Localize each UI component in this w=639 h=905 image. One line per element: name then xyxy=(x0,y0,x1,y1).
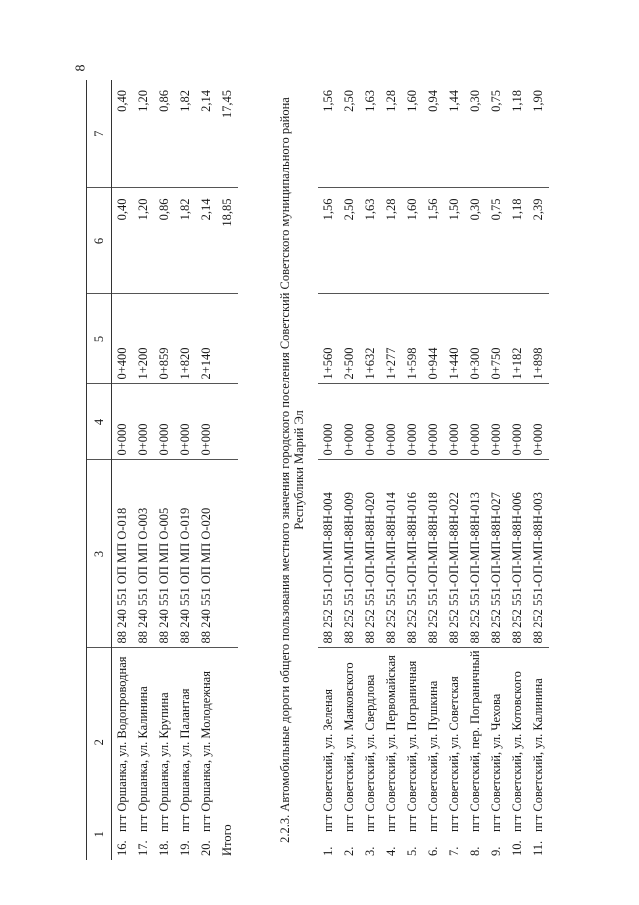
total-len7: 17,45 xyxy=(217,80,238,188)
cell-start: 0+000 xyxy=(339,384,360,460)
cell-len6: 0,86 xyxy=(154,188,175,294)
table-row xyxy=(444,80,465,860)
cell-start: 0+000 xyxy=(133,384,154,460)
road-name: пгт Советский, ул. Советская xyxy=(447,676,461,832)
road-name-cell xyxy=(402,648,423,860)
road-name-cell xyxy=(486,648,507,860)
cell-code: 88 252 551-ОП-МП-88Н-016 xyxy=(402,460,423,648)
table-row xyxy=(486,80,507,860)
cell-code: 88 252 551-ОП-МП-88Н-018 xyxy=(423,460,444,648)
cell-end: 1+598 xyxy=(402,294,423,384)
header-cell xyxy=(87,648,112,860)
header-cell-col6: 6 xyxy=(87,188,112,294)
road-name-cell xyxy=(112,648,134,860)
total-len6: 18,85 xyxy=(217,188,238,294)
cell-len6: 2,50 xyxy=(339,188,360,294)
cell-len6: 2,14 xyxy=(196,188,217,294)
cell-start: 0+000 xyxy=(381,384,402,460)
road-name: пгт Советский, ул. Калинина xyxy=(531,678,545,832)
table-row xyxy=(112,80,134,860)
cell-start: 0+000 xyxy=(528,384,549,460)
table-row xyxy=(318,80,339,860)
cell-len6: 1,20 xyxy=(133,188,154,294)
cell-start: 0+000 xyxy=(423,384,444,460)
cell-len7: 0,75 xyxy=(486,80,507,188)
cell-len7: 1,82 xyxy=(175,80,196,188)
cell-end: 0+944 xyxy=(423,294,444,384)
cell-code: 88 240 551 ОП МП О-018 xyxy=(112,460,134,648)
road-name: пгт Советский, пер. Пограничный xyxy=(468,650,482,832)
cell-end: 1+632 xyxy=(360,294,381,384)
rotated-page-content xyxy=(86,80,566,860)
cell-len6: 1,50 xyxy=(444,188,465,294)
cell-code: 88 240 551 ОП МП О-003 xyxy=(133,460,154,648)
cell-len7: 1,18 xyxy=(507,80,528,188)
row-number: 18. xyxy=(157,840,171,856)
cell-end: 0+750 xyxy=(486,294,507,384)
row-number: 9. xyxy=(489,846,503,856)
row-number: 8. xyxy=(468,846,482,856)
road-name: пгт Оршанка, ул. Водопроводная xyxy=(115,656,129,832)
cell-end: 1+560 xyxy=(318,294,339,384)
road-name-cell xyxy=(133,648,154,860)
cell-code: 88 240 551 ОП МП О-005 xyxy=(154,460,175,648)
cell-code: 88 252 551-ОП-МП-88Н-013 xyxy=(465,460,486,648)
table-row xyxy=(465,80,486,860)
cell-code: 88 252 551-ОП-МП-88Н-027 xyxy=(486,460,507,648)
cell-end: 0+859 xyxy=(154,294,175,384)
cell-len6: 1,18 xyxy=(507,188,528,294)
cell-len7: 1,90 xyxy=(528,80,549,188)
road-name-cell xyxy=(318,648,339,860)
cell-start: 0+000 xyxy=(465,384,486,460)
cell-len7: 2,50 xyxy=(339,80,360,188)
section-title: 2.2.3. Автомобильные дороги общего пользования местного значения городского поселения Советский Советского муниципального района Республики Марий Эл xyxy=(278,97,306,843)
cell-len7: 1,20 xyxy=(133,80,154,188)
cell-len6: 1,82 xyxy=(175,188,196,294)
cell-end: 2+500 xyxy=(339,294,360,384)
row-number: 5. xyxy=(405,846,419,856)
page-number: 8 xyxy=(73,64,89,72)
row-number: 11. xyxy=(531,840,545,856)
cell-start: 0+000 xyxy=(112,384,134,460)
table-row xyxy=(402,80,423,860)
row-number: 2. xyxy=(342,846,356,856)
cell-len6: 1,56 xyxy=(318,188,339,294)
cell-end: 2+140 xyxy=(196,294,217,384)
cell-code: 88 252 551-ОП-МП-88Н-022 xyxy=(444,460,465,648)
cell-end: 1+820 xyxy=(175,294,196,384)
road-name-cell xyxy=(507,648,528,860)
group1-rows xyxy=(112,80,218,860)
road-name: пгт Советский, ул. Пограничная xyxy=(405,660,419,832)
row-number: 10. xyxy=(510,840,524,856)
table-row xyxy=(154,80,175,860)
header-cell-col1: 1 xyxy=(91,831,106,838)
cell-code: 88 240 551 ОП МП О-020 xyxy=(196,460,217,648)
header-cell-col4: 4 xyxy=(87,384,112,460)
row-number: 4. xyxy=(384,846,398,856)
table-row xyxy=(133,80,154,860)
header-cell-col5: 5 xyxy=(87,294,112,384)
total-label: Итого xyxy=(220,824,234,856)
cell-end: 1+182 xyxy=(507,294,528,384)
road-name-cell xyxy=(339,648,360,860)
cell-len6: 0,30 xyxy=(465,188,486,294)
road-name: пгт Советский, ул. Котовского xyxy=(510,671,524,832)
cell-start: 0+000 xyxy=(360,384,381,460)
cell-len7: 1,60 xyxy=(402,80,423,188)
cell-end: 0+400 xyxy=(112,294,134,384)
row-number: 7. xyxy=(447,846,461,856)
road-name: пгт Советский, ул. Чехова xyxy=(489,693,503,832)
cell-code: 88 252 551-ОП-МП-88Н-006 xyxy=(507,460,528,648)
road-name-cell xyxy=(423,648,444,860)
cell-end: 1+200 xyxy=(133,294,154,384)
road-name-cell xyxy=(360,648,381,860)
cell-len6: 2,39 xyxy=(528,188,549,294)
road-name: пгт Оршанка, ул. Калинина xyxy=(136,686,150,832)
header-cell-col2: 2 xyxy=(91,739,106,746)
cell-len7: 0,94 xyxy=(423,80,444,188)
row-number: 17. xyxy=(136,840,150,856)
cell-len6: 1,56 xyxy=(423,188,444,294)
table-header xyxy=(87,80,112,860)
cell-len7: 0,30 xyxy=(465,80,486,188)
row-number: 1. xyxy=(321,846,335,856)
row-number: 20. xyxy=(199,840,213,856)
cell-start: 0+000 xyxy=(196,384,217,460)
group2-rows xyxy=(318,80,549,860)
row-number: 6. xyxy=(426,846,440,856)
cell-code: 88 252 551-ОП-МП-88Н-004 xyxy=(318,460,339,648)
cell-len7: 0,40 xyxy=(112,80,134,188)
road-name: пгт Оршанка, ул. Палантая xyxy=(178,688,192,832)
table-row xyxy=(339,80,360,860)
road-name: пгт Оршанка, ул. Крупина xyxy=(157,692,171,832)
table-row xyxy=(175,80,196,860)
road-name-cell xyxy=(528,648,549,860)
total-row xyxy=(217,80,238,860)
cell-code: 88 252 551-ОП-МП-88Н-009 xyxy=(339,460,360,648)
road-name-cell xyxy=(154,648,175,860)
cell-len6: 0,75 xyxy=(486,188,507,294)
cell-start: 0+000 xyxy=(175,384,196,460)
road-name-cell xyxy=(444,648,465,860)
roads-table xyxy=(86,80,549,860)
row-number: 16. xyxy=(115,840,129,856)
road-name-cell xyxy=(196,648,217,860)
cell-end: 1+277 xyxy=(381,294,402,384)
cell-len6: 0,40 xyxy=(112,188,134,294)
cell-len6: 1,28 xyxy=(381,188,402,294)
header-cell-col7: 7 xyxy=(87,80,112,188)
row-number: 3. xyxy=(363,846,377,856)
road-name: пгт Советский, ул. Свердлова xyxy=(363,674,377,832)
cell-end: 0+300 xyxy=(465,294,486,384)
road-name: пгт Советский, ул. Первомайская xyxy=(384,655,398,832)
cell-len7: 1,56 xyxy=(318,80,339,188)
total-section xyxy=(217,80,318,860)
cell-len7: 1,44 xyxy=(444,80,465,188)
cell-code: 88 252 551-ОП-МП-88Н-020 xyxy=(360,460,381,648)
cell-len7: 2,14 xyxy=(196,80,217,188)
table-row xyxy=(360,80,381,860)
cell-len6: 1,60 xyxy=(402,188,423,294)
cell-len7: 1,63 xyxy=(360,80,381,188)
road-name-cell xyxy=(175,648,196,860)
road-name: пгт Оршанка, ул. Молодежная xyxy=(199,671,213,832)
road-name: пгт Советский, ул. Маяковского xyxy=(342,662,356,832)
cell-code: 88 252 551-ОП-МП-88Н-003 xyxy=(528,460,549,648)
table-row xyxy=(528,80,549,860)
table-row xyxy=(381,80,402,860)
cell-len6: 1,63 xyxy=(360,188,381,294)
road-name-cell xyxy=(381,648,402,860)
cell-code: 88 240 551 ОП МП О-019 xyxy=(175,460,196,648)
cell-end: 1+440 xyxy=(444,294,465,384)
cell-start: 0+000 xyxy=(154,384,175,460)
table-row xyxy=(507,80,528,860)
cell-len7: 1,28 xyxy=(381,80,402,188)
road-name-cell xyxy=(465,648,486,860)
header-cell-col3: 3 xyxy=(87,460,112,648)
cell-start: 0+000 xyxy=(402,384,423,460)
cell-start: 0+000 xyxy=(318,384,339,460)
cell-start: 0+000 xyxy=(507,384,528,460)
cell-start: 0+000 xyxy=(486,384,507,460)
road-name: пгт Советский, ул. Пушкина xyxy=(426,680,440,832)
road-name: пгт Советский, ул. Зеленая xyxy=(321,688,335,832)
table-row xyxy=(423,80,444,860)
cell-len7: 0,86 xyxy=(154,80,175,188)
row-number: 19. xyxy=(178,840,192,856)
cell-end: 1+898 xyxy=(528,294,549,384)
cell-start: 0+000 xyxy=(444,384,465,460)
cell-code: 88 252 551-ОП-МП-88Н-014 xyxy=(381,460,402,648)
table-row xyxy=(196,80,217,860)
section-title-row xyxy=(238,80,318,860)
